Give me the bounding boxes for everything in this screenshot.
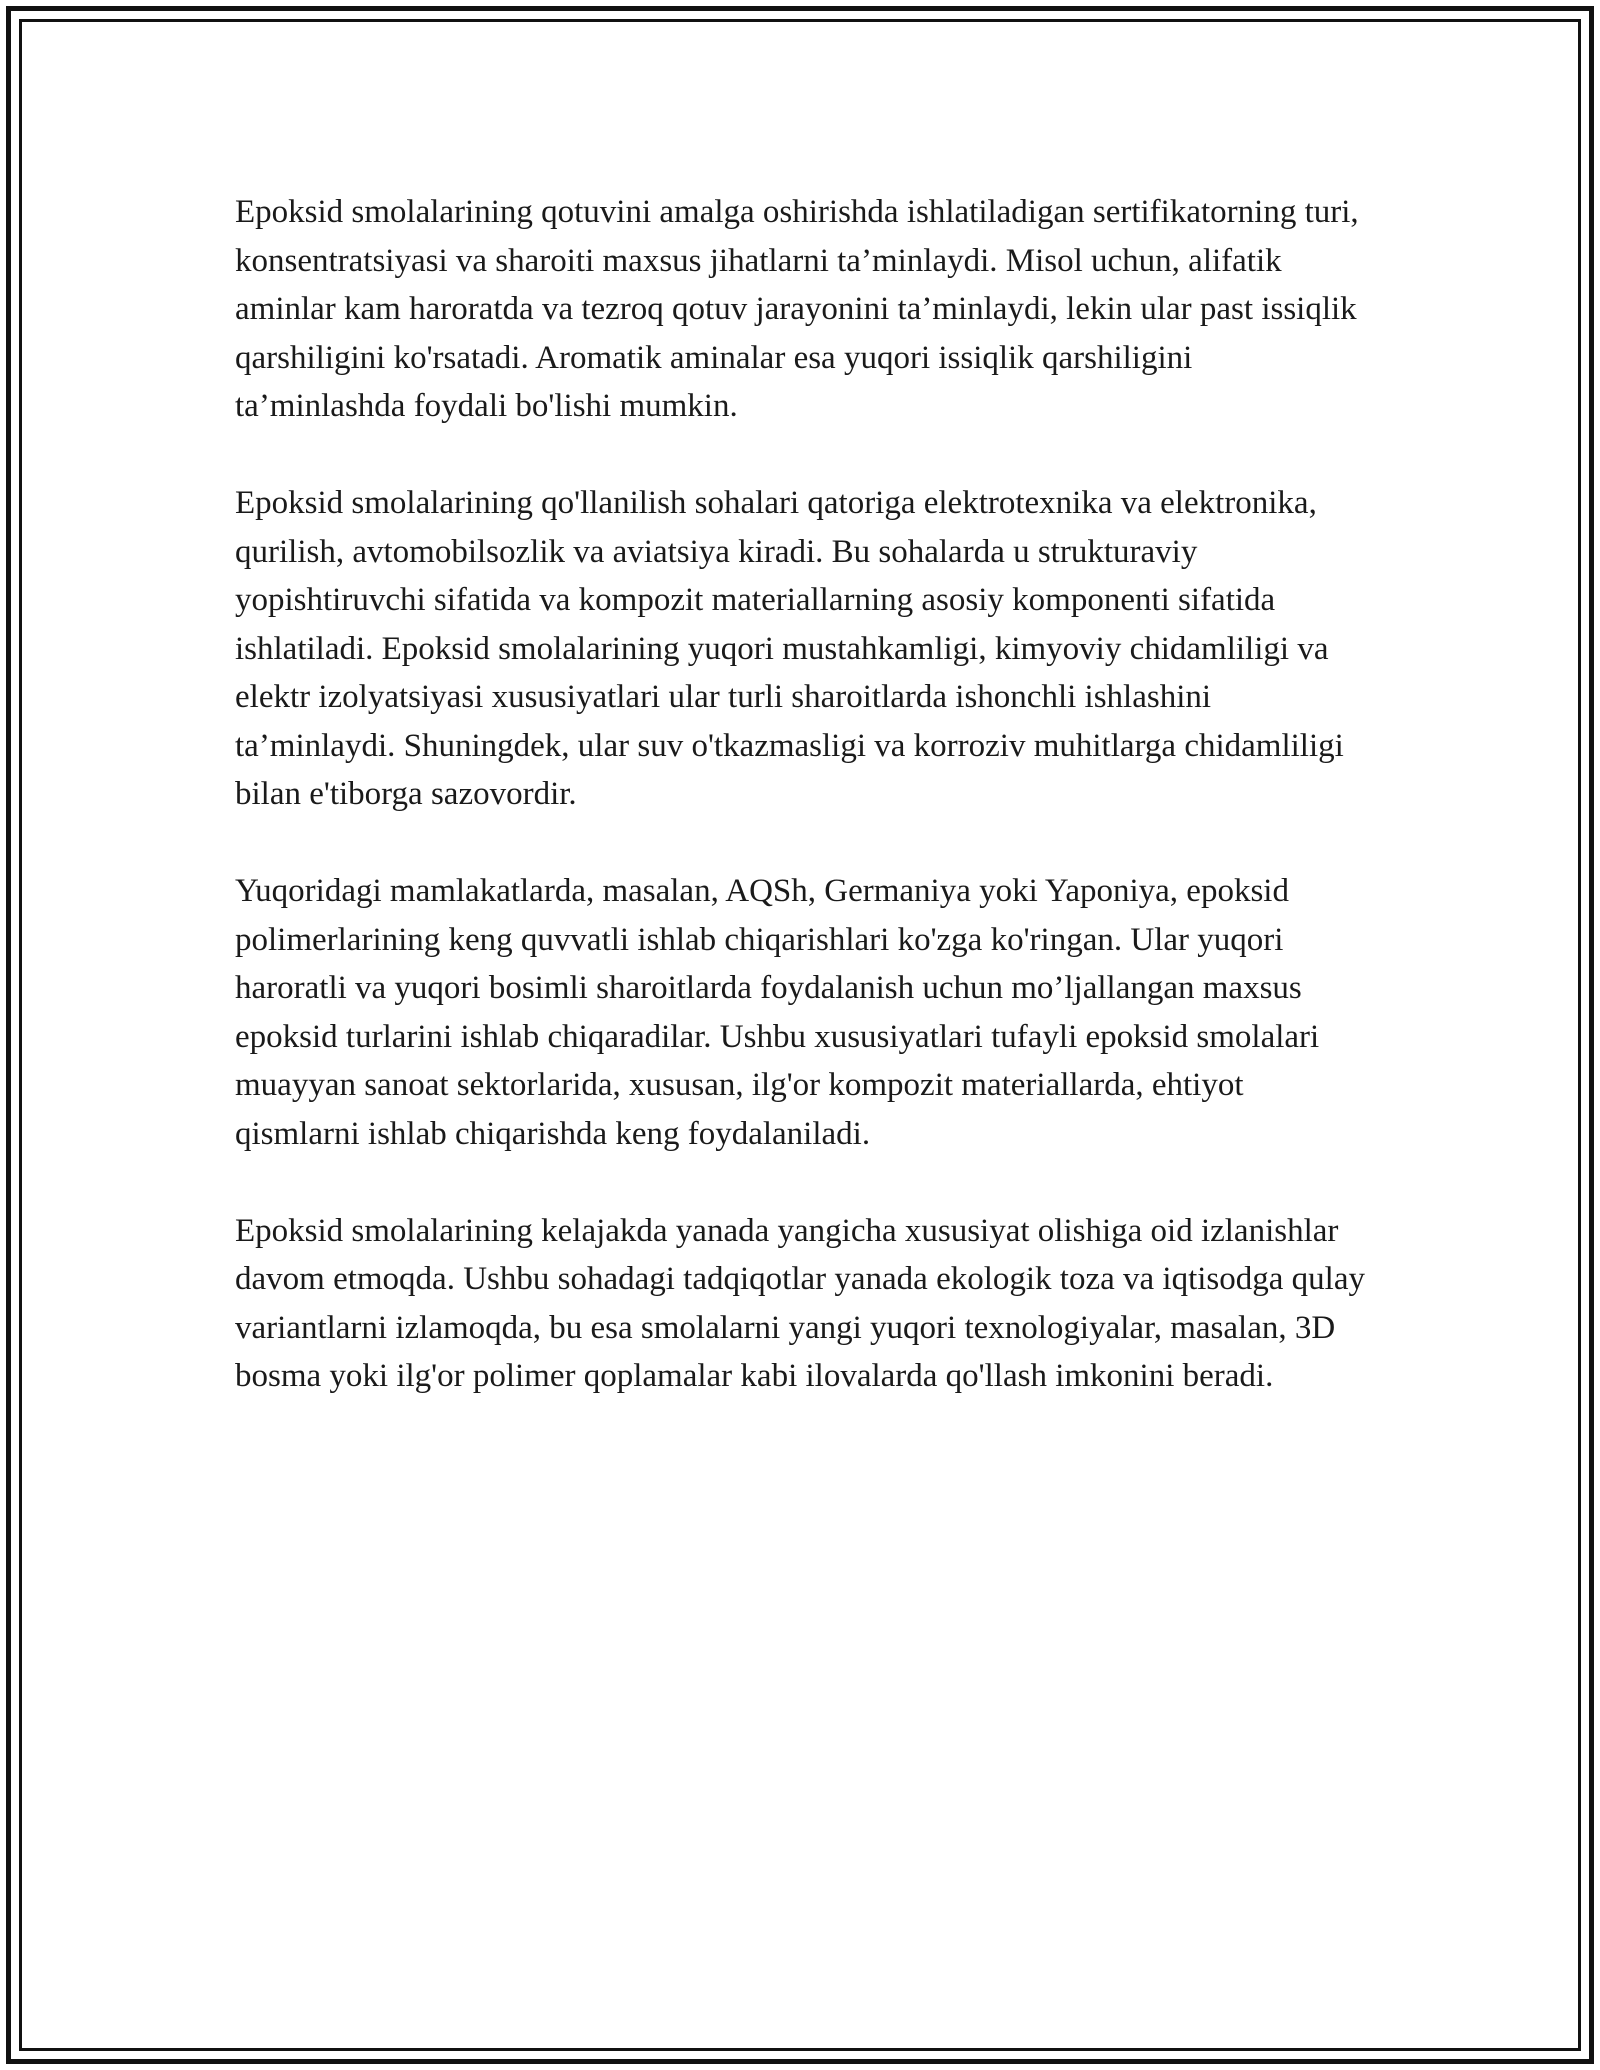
paragraph-production-countries: Yuqoridagi mamlakatlarda, masalan, AQSh, Germaniya yoki Yaponiya, epoksid polimerlarining keng quvvatli ishlab chiqarishlari ko'zga ko'ringan. Ular yuqori haroratli va yuqori bosimli sharoitlarda foydalanish uchun mo’ljallangan maxsus epoksid turlarini ishlab chiqaradilar. Ushbu xususiyatlari tufayli epoksid smolalari muayyan sanoat sektorlarida, xususan, ilg'or kompozit materiallarda, ehtiyot qismlarni ishlab chiqarishda keng foydalaniladi.	[235, 873, 1320, 1152]
paragraph-curing: Epoksid smolalarining qotuvini amalga oshirishda ishlatiladigan sertifikatorning turi, konsentratsiyasi va sharoiti maxsus jihatlarni ta’minlaydi. Misol uchun, alifatik aminlar kam haroratda va tezroq qotuv jarayonini ta’minlaydi, lekin ular past issiqlik qarshiligini ko'rsatadi. Aromatik aminalar esa yuqori issiqlik qarshiligini ta’minlashda foydali bo'lishi mumkin.	[235, 194, 1359, 424]
paragraph-applications: Epoksid smolalarining qo'llanilish sohalari qatoriga elektrotexnika va elektronika, qurilish, avtomobilsozlik va aviatsiya kiradi. Bu sohalarda u strukturaviy yopishtiruvchi sifatida va kompozit materiallarning asosiy komponenti sifatida ishlatiladi. Epoksid smolalarining yuqori mustahkamligi, kimyoviy chidamliligi va elektr izolyatsiyasi xususiyatlari ular turli sharoitlarda ishonchli ishlashini ta’minlaydi. Shuningdek, ular suv o'tkazmasligi va korroziv muhitlarga chidamliligi bilan e'tiborga sazovordir.	[235, 485, 1344, 812]
document-body	[235, 188, 1365, 1449]
paragraph-future-research: Epoksid smolalarining kelajakda yanada yangicha xususiyat olishiga oid izlanishlar davom etmoqda. Ushbu sohadagi tadqiqotlar yanada ekologik toza va iqtisodga qulay variantlarni izlamoqda, bu esa smolalarni yangi yuqori texnologiyalar, masalan, 3D bosma yoki ilg'or polimer qoplamalar kabi ilovalarda qo'llash imkonini beradi.	[235, 1212, 1365, 1394]
